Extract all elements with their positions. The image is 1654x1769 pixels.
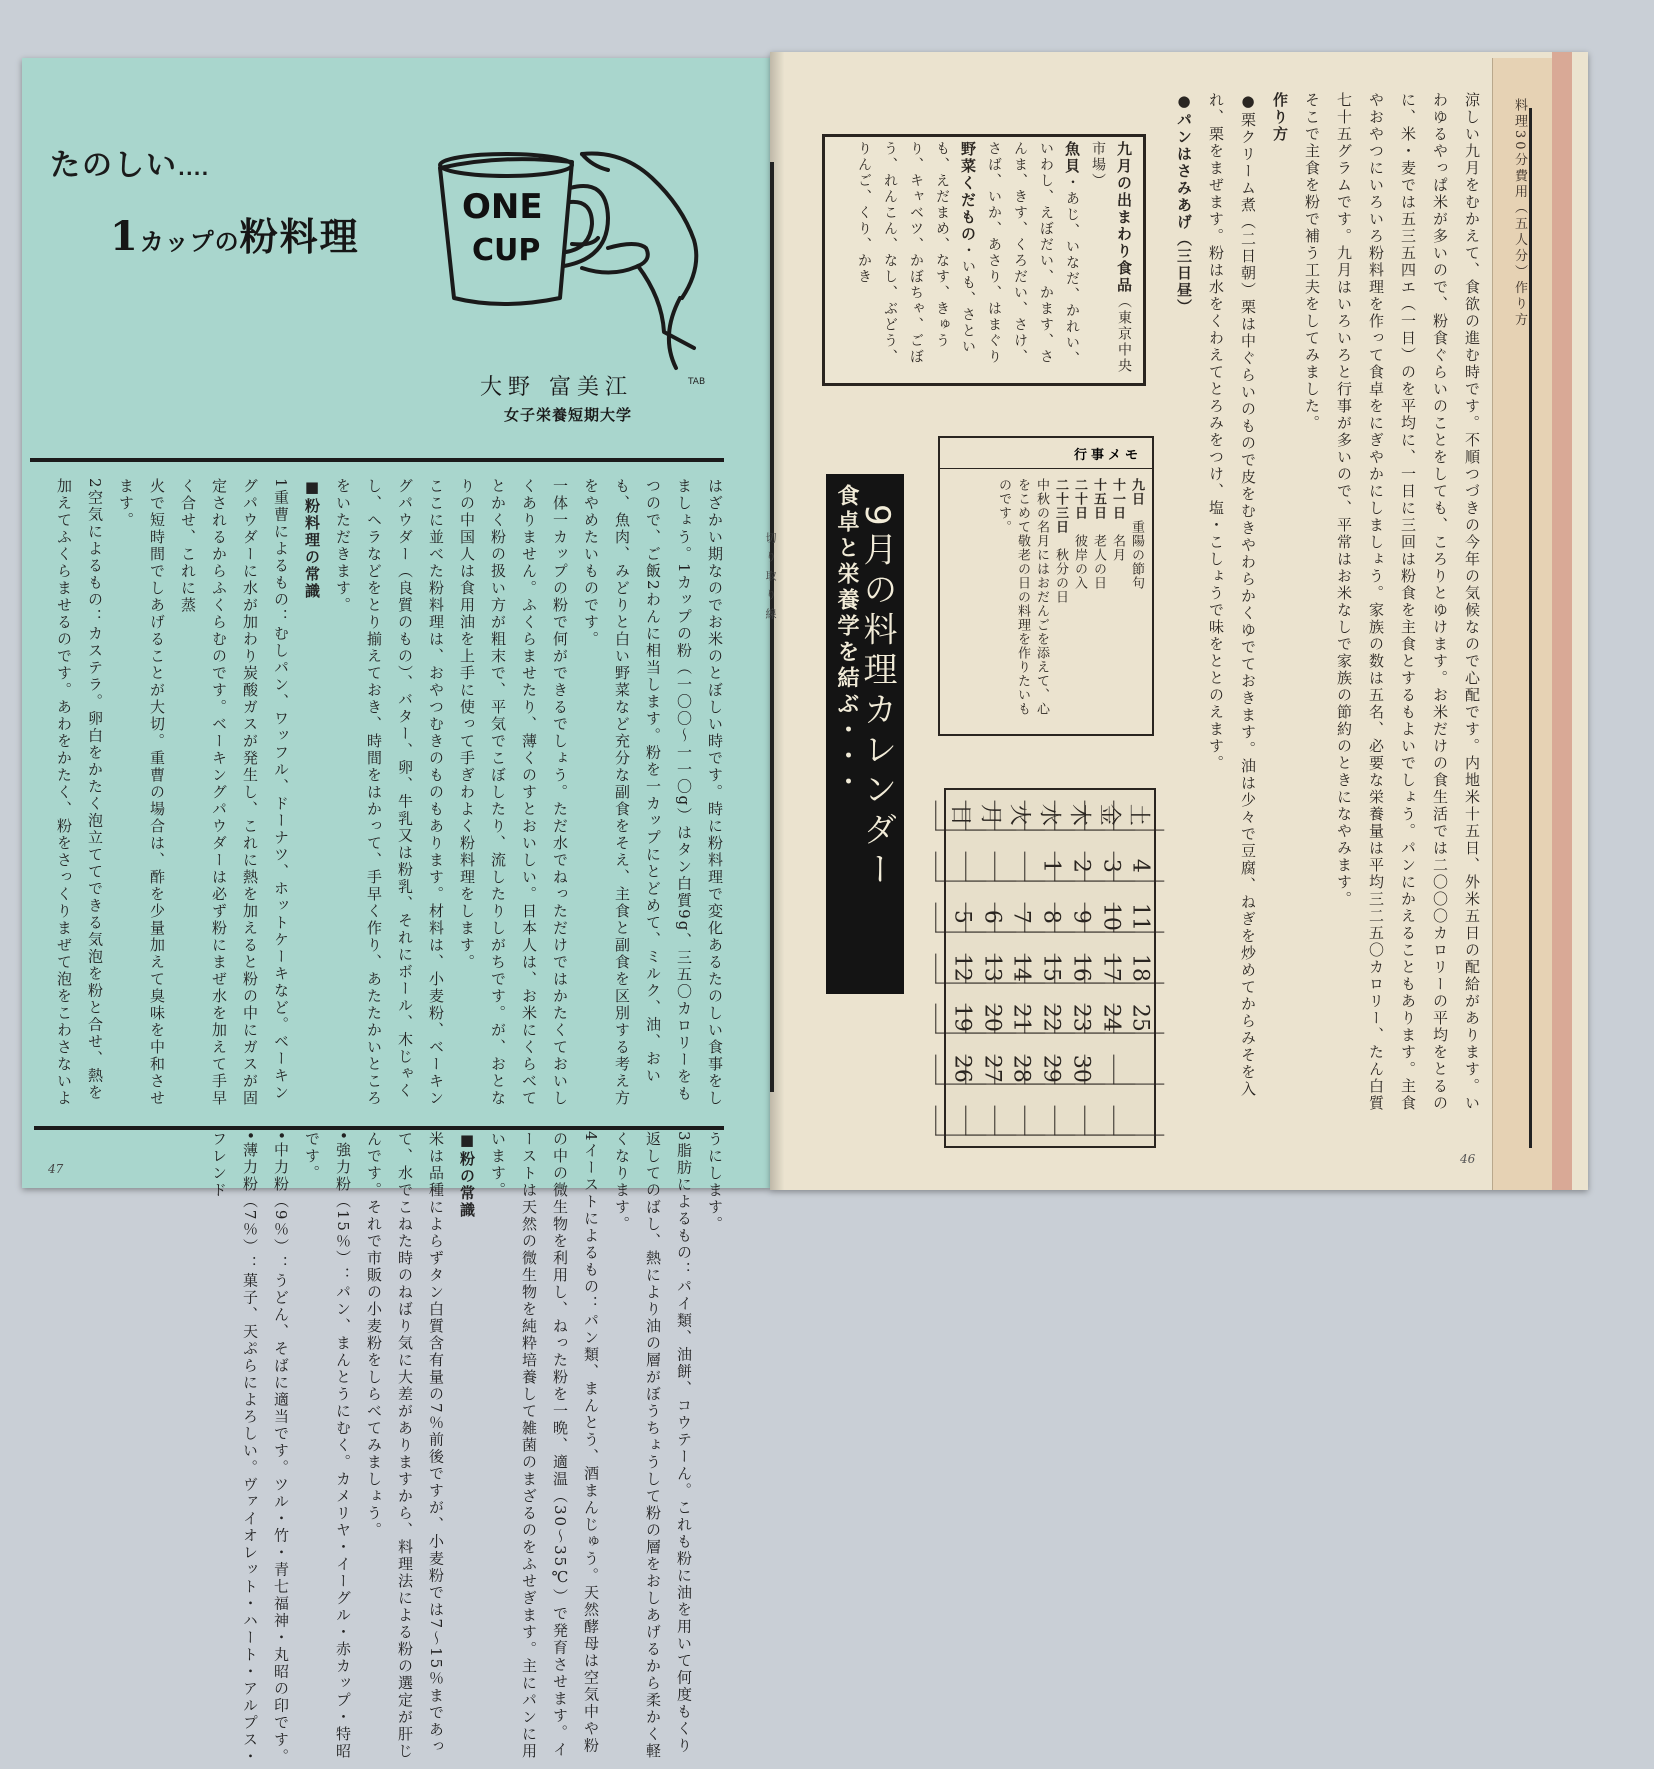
body-paragraph: •薄力粉（7％）：菓子、天ぷらによろしい。ヴァイオレット・ハート・アルプス・フレンド bbox=[210, 1131, 259, 1766]
title-small: カップの bbox=[139, 228, 240, 256]
calendar-day: 9 bbox=[1054, 902, 1105, 932]
section-body: 涼しい九月をむかえて、食欲の進む時です。不順つづきの今年の気候なので心配です。内地米十五日、外米五日の配給があります。いわゆるやっぱ米が多いので、粉食ぐらいのことをしても、ころりとゆけます。お米だけの食生活では二〇〇〇カロリーの平均をとるのに、米・麦では五三五四エ（一日）のを平均に、一日に三回は粉食を主食とするもよいでしょう。パンにかえることもあります。主食やおやつにいろいろ粉料理を作って食卓をにぎやかにしましょう。家族の数は五名、必要な栄養量は平均三二五〇カロリー、たん白質七十五グラムです。九月はいろいろと行事が多いので、平常はお米なしで家族の節約のときになやみます。 bbox=[1335, 92, 1481, 1112]
calendar-day: 29 bbox=[1025, 1055, 1076, 1085]
calendar-empty-cell bbox=[1114, 1106, 1165, 1136]
calendar-day: 18 bbox=[1114, 953, 1165, 983]
body-paragraph: 一体一カップの粉で何ができるでしょう。ただ水でねっただけではかたくておいしくありません。ふくらませたり、薄くのすとおいしい。日本人は、お米にくらべてとかく粉の扱い方が粗末で、平気でこぼしたり、流したりしがちです。が、おとなりの中国人は食用油を上手に使って手ぎわよく粉料理をします。 bbox=[458, 478, 569, 1107]
back-cover-edge bbox=[1552, 52, 1572, 1190]
calendar-day: 10 bbox=[1084, 902, 1135, 932]
page-number: 47 bbox=[48, 1162, 64, 1176]
calendar-day: 28 bbox=[995, 1055, 1046, 1085]
body-paragraph: 米は品種によらずタン白質含有量の7％前後ですが、小麦粉では7～15％まであって、水でこねた時のねばり気に大差がありますから、料理法による粉の選定が肝じんです。それで市販の小麦粉をしらべてみましょう。 bbox=[365, 1131, 445, 1760]
body-paragraph: 2空気によるもの：カステラ。卵白をかたく泡立ててできる気泡を粉と合せ、熱を加えてふくらませるのです。あわをかたく、粉をさっくりまぜて泡をこわさないようにします。 bbox=[55, 478, 724, 1233]
fish-list: あじ、いなだ、かれい、いわし、えぼだい、かます、さんま、きす、くろだい、さけ、さば、いか、あさり、はまぐり bbox=[986, 141, 1080, 367]
event-0 bbox=[1129, 478, 1144, 590]
body-paragraph: 火で短時間でしあげることが大切。重曹の場合は、酢を少量加えて臭味を中和させます。 bbox=[117, 478, 166, 1107]
event-name: 秋分の日 bbox=[1053, 548, 1068, 604]
calendar-day: 3 bbox=[1084, 851, 1135, 881]
calendar-weekday: 土 bbox=[1114, 801, 1165, 831]
calendar-title: 9月の料理カレンダー bbox=[857, 504, 897, 892]
calendar-day: 6 bbox=[965, 902, 1016, 932]
lead-text bbox=[50, 140, 209, 184]
event-2 bbox=[1091, 478, 1106, 590]
calendar-day: 21 bbox=[995, 1004, 1046, 1034]
event-name: 重陽の節句 bbox=[1129, 520, 1144, 590]
event-name: 老人の日 bbox=[1091, 534, 1106, 590]
event-date: 十五日 bbox=[1091, 478, 1106, 520]
body-paragraph: はざかい期なのでお米のとぼしい時です。時に粉料理で変化あるたのしい食事をしましょう。1カップの粉（一〇〇～一一〇g）はタン白質9g、三五〇カロリーをもつので、ご飯2わんに相当します。粉を一カップにとどめて、ミルク、油、おいも、魚肉、みどりと白い野菜など充分な副食をそえ、主食と副食を区別する考え方をやめたいものです。 bbox=[582, 478, 724, 1107]
calendar-subtitle: 食卓と栄養学を結ぶ・・・ bbox=[834, 484, 859, 796]
seasonal-foods-note: （東京中央市場） bbox=[1090, 141, 1132, 374]
veg-label: 野菜くだもの bbox=[959, 141, 977, 243]
calendar-weekday: 木 bbox=[1054, 801, 1105, 831]
calendar-day: 19 bbox=[935, 1004, 986, 1034]
calendar-day: 27 bbox=[965, 1055, 1016, 1085]
left-page bbox=[22, 58, 770, 1766]
lead-word: たのしい bbox=[50, 148, 178, 183]
event-date: 九日 bbox=[1129, 478, 1144, 506]
recipe-1: ●栗クリーム煮（二日朝）栗は中ぐらいのもので皮をむきやわらかくゆでておきます。油は少々で豆腐、ねぎを炒めてからみそを入れ、栗をまぜます。粉は水をくわえてとろみをつけ、塩・こしょうで味をととのえます。 bbox=[1207, 92, 1257, 1098]
cut-line-label: 切り取り線 bbox=[764, 532, 777, 627]
fish-label: 魚貝 bbox=[1063, 141, 1081, 175]
event-3 bbox=[1072, 478, 1087, 590]
events-header bbox=[940, 438, 1152, 469]
article-title bbox=[110, 206, 360, 261]
calendar-grid bbox=[946, 790, 1154, 1146]
calendar-day: 26 bbox=[935, 1055, 986, 1085]
calendar-weekday: 月 bbox=[965, 801, 1016, 831]
calendar-weekday: 日 bbox=[935, 801, 986, 831]
body-paragraph: 1重曹によるもの：むしパン、ワッフル、ドーナツ、ホットケーキなど。ベーキングパウダーに水が加わり炭酸ガスが発生し、これに熱を加えると粉の中にガスが固定されるからふくらむのです。ベーキングパウダーは必ず粉にまぜ水を加えて手早く合せ、これに蒸 bbox=[179, 478, 290, 1107]
cup-text-cup: CUP bbox=[472, 233, 541, 268]
calendar-day: 17 bbox=[1084, 953, 1135, 983]
cut-line bbox=[770, 162, 774, 1092]
cup-text-one: ONE bbox=[462, 187, 543, 227]
calendar-day: 30 bbox=[1054, 1055, 1105, 1085]
event-date: 二十三日 bbox=[1053, 478, 1068, 534]
calendar-day: 4 bbox=[1114, 851, 1165, 881]
event-4 bbox=[1053, 478, 1068, 604]
calendar-day: 7 bbox=[995, 902, 1046, 932]
top-rule bbox=[30, 458, 724, 462]
calendar-day bbox=[1114, 1055, 1165, 1085]
calendar-day: 5 bbox=[935, 902, 986, 932]
cup-hand-illustration bbox=[432, 148, 722, 388]
body-paragraph: 4イーストによるもの：パン類、まんとう、酒まんじゅう。天然酵母は空気中や粉の中の微生物を利用し、ねった粉を一晩、適温（30～35℃）で発育させます。イーストは天然の微生物を純粋培養して雑菌のまざるのをふせぎます。主にパンに用います。 bbox=[489, 1131, 600, 1760]
veg-list: いも、さといも、えだまめ、なす、きゅうり、キャベツ、かぼちゃ、ごぼう、れんこん、なし、ぶどう、りんご、くり、かき bbox=[856, 141, 976, 365]
calendar-day: 8 bbox=[1025, 902, 1076, 932]
body-heading: ■粉料理の常識 bbox=[303, 478, 321, 600]
event-name: 名月 bbox=[1110, 534, 1125, 562]
calendar-weekday: 水 bbox=[1025, 801, 1076, 831]
body-paragraph: 3脂肪によるもの：パイ類、油餅、コウテーん。これも粉に油を用いて何度もくり返してのばし、熱により油の層がぼうちょうして粉の層をおしあげるから柔かく軽くなります。 bbox=[613, 1131, 693, 1760]
events-header-label: 行事メモ bbox=[1073, 448, 1142, 463]
seasonal-foods-list: 九月の出まわり食品（東京中央市場） 魚貝・あじ、いなだ、かれい、いわし、えぼだい、かます、さんま、きす、くろだい、さけ、さば、いか、あさり、はまぐり 野菜くだもの・いも、さといも、えだまめ、なす、きゅうり、キャベツ、かぼちゃ、ごぼう、れんこん、なし、ぶどう、りんご、くり、かき bbox=[856, 141, 1133, 374]
seasonal-foods-box bbox=[822, 134, 1146, 386]
calendar-day: 1 bbox=[1025, 851, 1076, 881]
illustrator-signature: TAB bbox=[688, 377, 706, 387]
section-body-2: そこで主食を粉で補う工夫をしてみました。 bbox=[1303, 92, 1321, 432]
author-name: 大野 富美江 bbox=[480, 375, 633, 400]
page-number: 46 bbox=[1460, 1152, 1476, 1166]
calendar-day: 25 bbox=[1114, 1004, 1165, 1034]
lead-dots: .... bbox=[178, 159, 210, 180]
next-page-rule bbox=[1529, 108, 1532, 1148]
calendar-day: 24 bbox=[1084, 1004, 1135, 1034]
calendar-day: 2 bbox=[1054, 851, 1105, 881]
seasonal-foods-title: 九月の出まわり食品 bbox=[1115, 141, 1133, 294]
title-number: 1 bbox=[110, 213, 140, 260]
event-date: 二十日 bbox=[1072, 478, 1087, 520]
author-affiliation: 女子栄養短期大学 bbox=[504, 406, 633, 424]
body-paragraph: •中力粉（9％）：うどん、そばに適当です。ツル・竹・青七福神・丸昭の印です。 bbox=[272, 1131, 290, 1766]
calendar-day: 11 bbox=[1114, 902, 1165, 932]
event-date: 十一日 bbox=[1110, 478, 1125, 520]
calendar-day: 16 bbox=[1054, 953, 1105, 983]
body-paragraph: ここに並べた粉料理は、おやつむきのものもあります。材料は、小麦粉、ベーキングパウダー（良質のもの）、バター、卵、牛乳又は粉乳、それにボール、木じゃくし、ヘラなどをとり揃えておき、時間をはかって、手早く作り、あたたかいところをいただきます。 bbox=[334, 478, 445, 1107]
calendar-day: 14 bbox=[995, 953, 1046, 983]
calendar-weekday: 火 bbox=[995, 801, 1046, 831]
events-memo bbox=[940, 470, 1152, 734]
title-main: 粉料理 bbox=[239, 215, 360, 259]
recipe-2: ●パンはさみあげ（三日昼） bbox=[1175, 92, 1193, 316]
calendar-day: 22 bbox=[1025, 1004, 1076, 1034]
next-page-edge bbox=[1492, 58, 1553, 1190]
calendar-day: 23 bbox=[1054, 1004, 1105, 1034]
body-heading: ■粉の常識 bbox=[458, 1131, 476, 1219]
calendar-day: 13 bbox=[965, 953, 1016, 983]
september-calendar bbox=[944, 788, 1156, 1148]
bottom-rule bbox=[34, 1126, 724, 1130]
calendar-title-band bbox=[826, 474, 904, 994]
events-memo-text: 中秋の名月にはおだんごを添えて、心をこめて敬老の日の料理を作りたいものです。 bbox=[996, 478, 1049, 716]
event-name: 彼岸の入 bbox=[1072, 534, 1087, 590]
calendar-day: 12 bbox=[935, 953, 986, 983]
next-page-text: 料理30分費用（五人分）作り方 bbox=[1512, 98, 1527, 329]
calendar-day: 20 bbox=[965, 1004, 1016, 1034]
event-1 bbox=[1110, 478, 1125, 562]
right-page bbox=[764, 52, 1588, 1190]
calendar-day: 15 bbox=[1025, 953, 1076, 983]
body-paragraph: •強力粉（15％）：パン、まんとうにむく。カメリヤ・イーグル・赤カップ・特昭です。 bbox=[303, 1131, 352, 1760]
make-label: 作り方 bbox=[1271, 92, 1289, 143]
events-box bbox=[938, 436, 1154, 736]
calendar-weekday: 金 bbox=[1084, 801, 1135, 831]
